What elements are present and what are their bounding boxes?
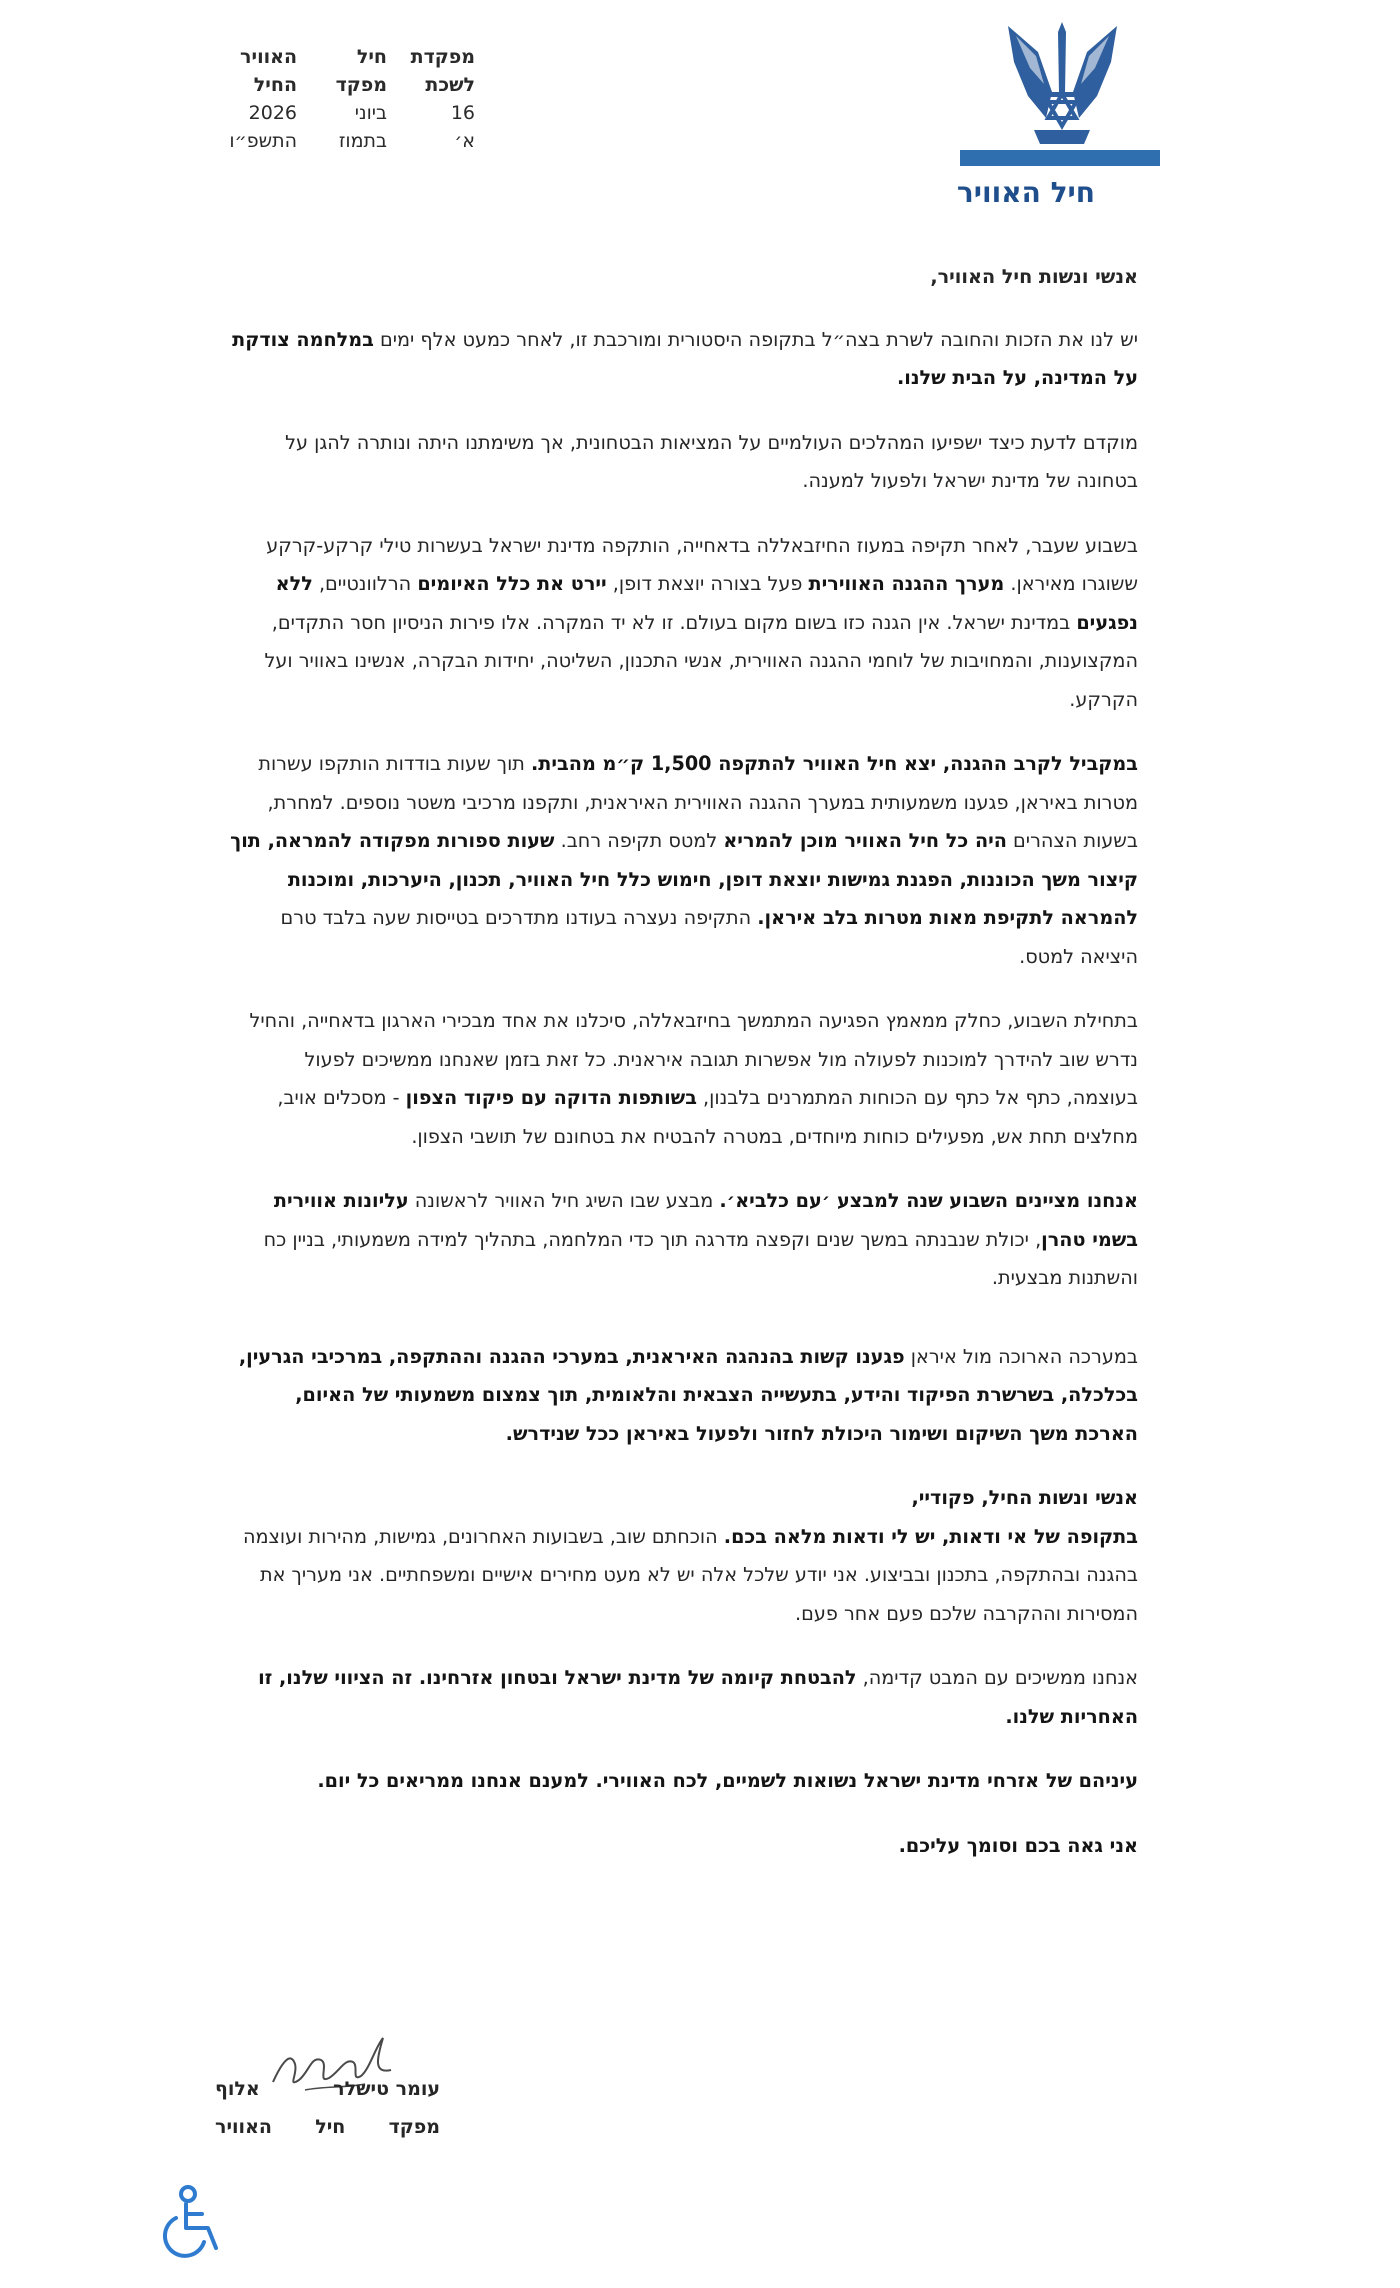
paragraph-6: אנחנו מציינים השבוע שנה למבצע ׳עם כלביא׳. מבצע שבו השיג חיל האוויר לראשונה עליונות אווירית בשמי טהרן, יכולת שנבנתה במשך שנים וקפצה מדרגה תוך כדי המלחמה, בתהליך למידה משמעותי, בניין כח והשתנות מבצעית. [263,1189,1138,1289]
paragraph-4: במקביל לקרב ההגנה, יצא חיל האוויר להתקפה 1,500 ק״מ מהבית. תוך שעות בודדות הותקפו עשרות מטרות באיראן, פגענו משמעותית במערך ההגנה האווירית האיראנית, ותקפנו מרכיבי משטר נוספים. למחרת, בשעות הצהרים היה כל חיל האוויר מוכן להמריא למטס תקיפה רחב. שעות ספורות מפקודה להמראה, תוך קיצור משך הכוננות, הפגנת גמישות יוצאת דופן, חימוש כלל חיל האוויר, תכנון, היערכות, ומוכנות להמראה לתקיפת מאות מטרות בלב איראן. התקיפה נעצרה בעודנו מתדרכים בטייסות שעה בלבד טרם היציאה למטס. [230,752,1138,968]
hebrew-month: בתמוז [338,130,387,152]
paragraph-5: בתחילת השבוע, כחלק ממאמץ הפגיעה המתמשך בחיזבאללה, סיכלנו את אחד מבכירי הארגון בדאחייה, והחיל נדרש שוב להידרך למוכנות לפעולה מול אפשרות תגובה איראנית. כל זאת בזמן שאנחנו ממשיכים לפעול בעוצמה, כתף אל כתף עם הכוחות המתמרנים בלבנון, בשותפות הדוקה עם פיקוד הצפון - מסכלים אויב, מחלצים תחת אש, מפעילים כוחות מיוחדים, במטרה להבטיח את בטחונם של תושבי הצפון. [249,1009,1138,1148]
paragraph-10: עיניהם של אזרחי מדינת ישראל נשואות לשמיים, לכח האווירי. למענם אנחנו ממריאים כל יום. [317,1769,1138,1792]
handwritten-signature [215,2030,445,2120]
signatory-name: עומר טישלר אלוף [215,2078,440,2100]
paragraph-11: אני גאה בכם וסומך עליכם. [898,1833,1138,1857]
hebrew-day: א׳ [454,130,475,152]
logo-bar [960,150,1160,166]
header-unit: חיל [356,46,387,68]
paragraph-2: מוקדם לדעת כיצד ישפיעו המהלכים העולמיים על המציאות הבטחונית, אך משימתנו היתה ונותרה להגן על בטחונה של מדינת ישראל ולפעול למענה. [285,430,1138,492]
paragraph-8: בתקופה של אי ודאות, יש לי ודאות מלאה בכם. הוכחתם שוב, בשבועות האחרונים, גמישות, מהירות ועוצמה בהגנה ובהתקפה, בתכנון ובביצוע. אני יודע שלכל אלה יש לא מעט מחירים אישיים ומשפחתיים. אני מעריך את המסירות וההקרבה שלכם פעם אחר פעם. [242,1524,1138,1625]
letter-body [228,258,1138,1891]
signatory-role: מפקד חיל האוויר [215,2116,440,2138]
header-office: החיל [253,74,297,96]
air-force-logo [956,16,1165,211]
signatory-rank: אלוף [215,2078,260,2100]
header-office: לשכת [425,74,475,96]
wheelchair-icon[interactable] [150,2182,230,2262]
logo-text: חיל האוויר [956,176,1095,209]
gregorian-day: 16 [450,102,475,124]
salutation: אנשי ונשות חיל האוויר, [930,265,1138,288]
gregorian-month: ביוני [354,102,387,124]
letter-header [205,46,475,158]
header-unit: האוויר [240,46,297,68]
paragraph-7: במערכה הארוכה מול איראן פגענו קשות בהנהגה האיראנית, במערכי ההגנה וההתקפה, במרכיבי הגרעין, בכלכלה, בשרשרת הפיקוד והידע, בתעשייה הצבאית והלאומית, תוך צמצום משמעותי של האיום, הארכת משך השיקום ושימור היכולת לחזור ולפעול באיראן ככל שנידרש. [238,1344,1138,1445]
gregorian-year: 2026 [248,102,297,124]
paragraph-8-salutation: אנשי ונשות החיל, פקודיי, [911,1486,1138,1509]
hebrew-year: התשפ״ו [229,130,297,152]
paragraph-3: בשבוע שעבר, לאחר תקיפה במעוז החיזבאללה בדאחייה, הותקפה מדינת ישראל בעשרות טילי קרקע-קרקע ששוגרו מאיראן. מערך ההגנה האווירית פעל בצורה יוצאת דופן, יירט את כלל האיומים הרלוונטיים, ללא נפגעים במדינת ישראל. אין הגנה כזו בשום מקום בעולם. זו לא יד המקרה. אלו פירות הניסיון חסר התקדים, המקצוענות, והמחויבות של לוחמי ההגנה האווירית, אנשי התכנון, השליטה, יחידות הבקרה, אנשינו באוויר ועל הקרקע. [264,533,1138,711]
header-unit: מפקדת [410,46,475,68]
header-office: מפקד [335,74,387,96]
air-force-emblem-icon [1000,22,1125,147]
paragraph-1: יש לנו את הזכות והחובה לשרת בצה״ל בתקופה היסטורית ומורכבת זו, לאחר כמעט אלף ימים במלחמה צודקת על המדינה, על הבית שלנו. [232,327,1138,389]
paragraph-9: אנחנו ממשיכים עם המבט קדימה, להבטחת קיומה של מדינת ישראל ובטחון אזרחינו. זה הציווי שלנו, זו האחריות שלנו. [258,1666,1138,1728]
